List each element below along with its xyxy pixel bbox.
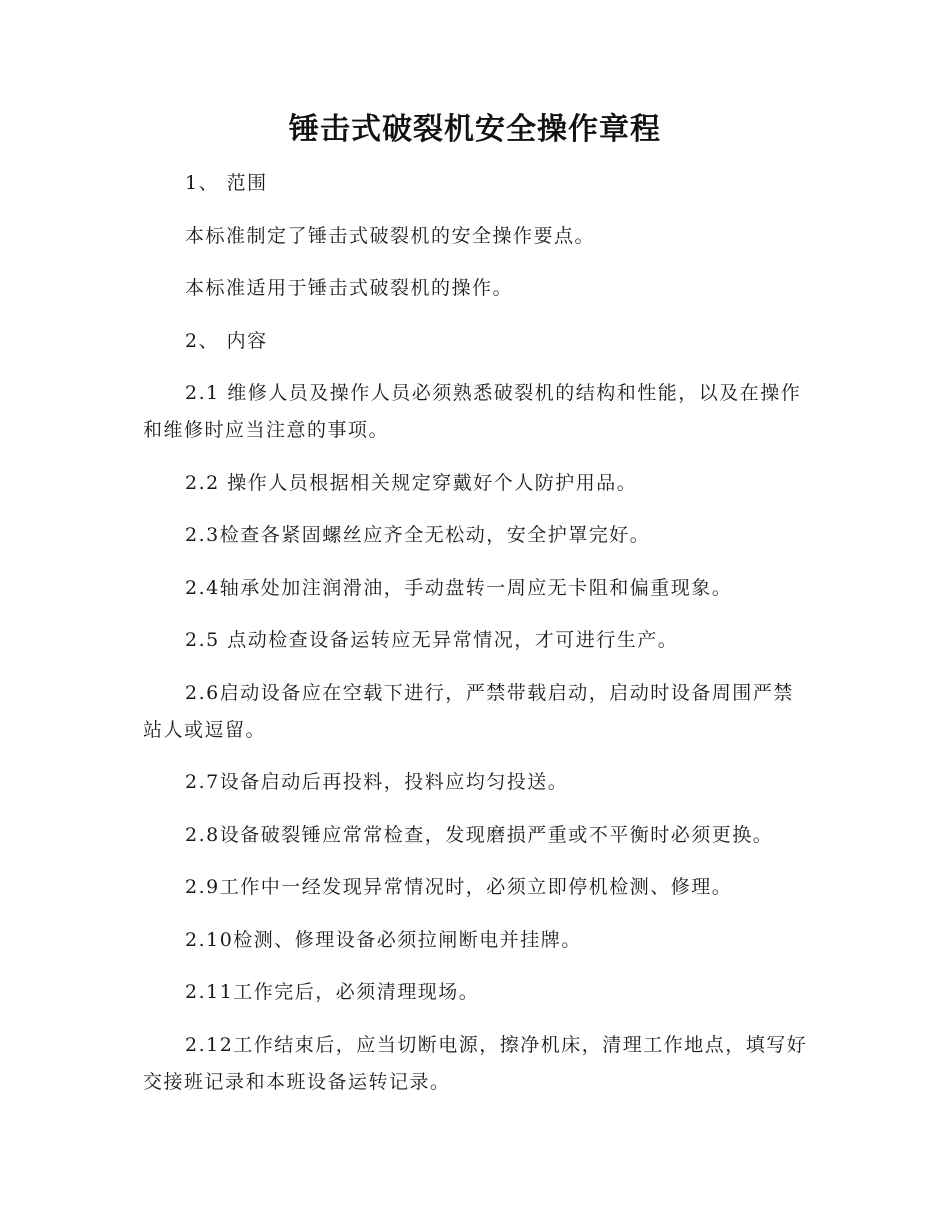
paragraph: 2.6启动设备应在空载下进行，严禁带载启动，启动时设备周围严禁站人或逗留。 bbox=[143, 681, 794, 741]
document-body bbox=[143, 165, 808, 1116]
paragraph: 2.12工作结束后，应当切断电源，擦净机床，清理工作地点，填写好交接班记录和本班设备运转记录。 bbox=[143, 1033, 808, 1093]
paragraph: 2.3检查各紧固螺丝应齐全无松动，安全护罩完好。 bbox=[185, 524, 651, 546]
paragraph: 2.10检测、修理设备必须拉闸断电并挂牌。 bbox=[185, 928, 582, 951]
paragraph: 2.7设备启动后再投料，投料应均匀投送。 bbox=[185, 771, 569, 793]
section-heading-content: 2、 内容 bbox=[185, 329, 268, 352]
paragraph: 2.4轴承处加注润滑油，手动盘转一周应无卡阻和偏重现象。 bbox=[185, 576, 733, 599]
section-heading-scope: 1、 范围 bbox=[185, 172, 268, 194]
document-title: 锤击式破裂机安全操作章程 bbox=[289, 112, 661, 147]
paragraph: 2.8设备破裂锤应常常检查，发现磨损严重或不平衡时必须更换。 bbox=[185, 823, 774, 846]
paragraph: 本标准制定了锤击式破裂机的安全操作要点。 bbox=[185, 224, 596, 247]
paragraph: 2.9工作中一经发现异常情况时，必须立即停机检测、修理。 bbox=[185, 876, 733, 898]
paragraph: 本标准适用于锤击式破裂机的操作。 bbox=[185, 277, 514, 299]
paragraph: 2.5 点动检查设备运转应无异常情况，才可进行生产。 bbox=[185, 629, 679, 651]
paragraph: 2.1 维修人员及操作人员必须熟悉破裂机的结构和性能，以及在操作和维修时应当注意的事项。 bbox=[143, 382, 802, 441]
paragraph: 2.2 操作人员根据相关规定穿戴好个人防护用品。 bbox=[185, 471, 638, 494]
paragraph: 2.11工作完后，必须清理现场。 bbox=[185, 981, 480, 1003]
